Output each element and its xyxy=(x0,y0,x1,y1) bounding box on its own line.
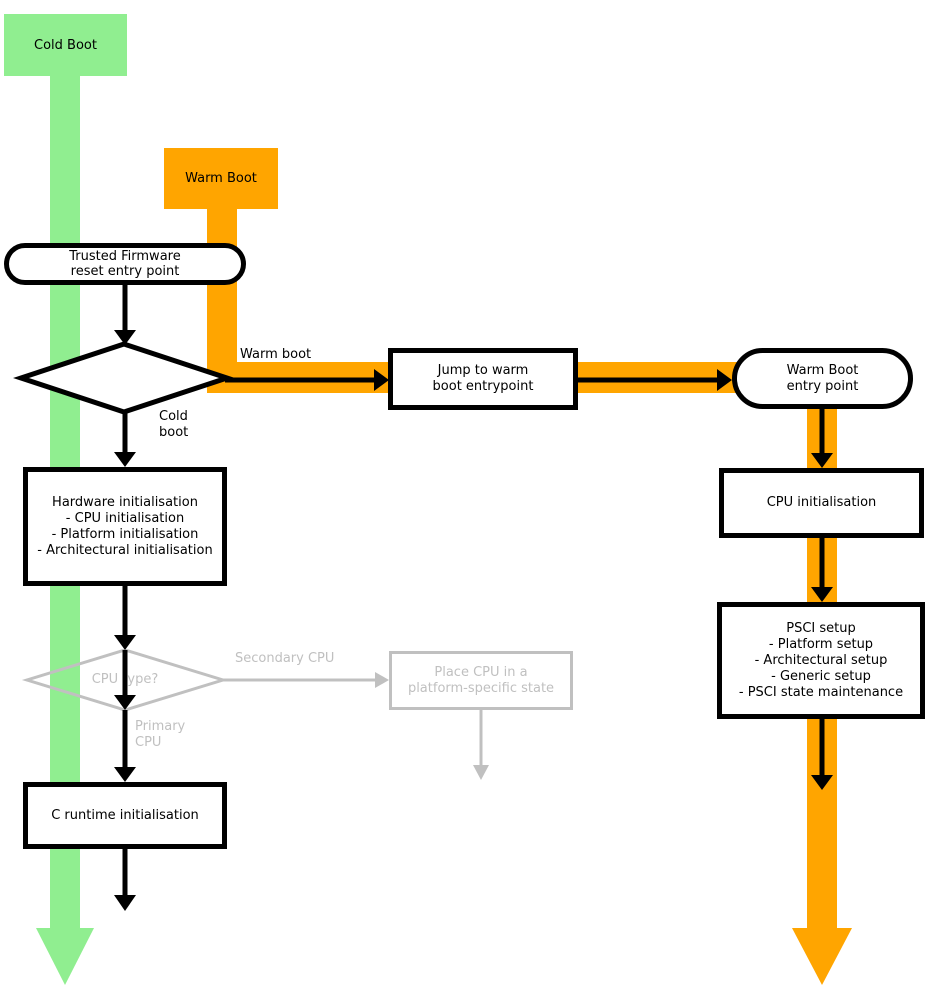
boot-type-decision-diamond xyxy=(21,344,227,412)
cpu-type-decision-label: CPU type? xyxy=(91,672,159,687)
edge-cpu-init-to-psci-arrowhead xyxy=(811,587,833,602)
primary-cpu-edge-label: Primary CPU xyxy=(135,719,186,750)
warm-entry-line2: entry point xyxy=(786,378,859,394)
psci-setup-title: PSCI setup xyxy=(786,620,856,636)
edge-jump-warm-to-warm-entry-arrowhead xyxy=(717,369,732,391)
jump-warm-line1: Jump to warm xyxy=(437,363,529,378)
edge-warm-entry-to-cpu-init-arrowhead xyxy=(811,453,833,468)
edge-c-runtime-down-arrowhead xyxy=(114,895,136,911)
reset-entry-line2: reset entry point xyxy=(70,264,180,279)
c-runtime-label: C runtime initialisation xyxy=(51,807,199,823)
edge-boot-type-to-jump-warm-arrowhead xyxy=(374,369,389,391)
hardware-init-item-3: - Architectural initialisation xyxy=(37,542,213,558)
edge-cpu-type-to-c-runtime-arrowhead xyxy=(114,767,136,782)
psci-setup-item-2: - Architectural setup xyxy=(754,652,888,668)
edge-place-cpu-down-arrowhead xyxy=(473,765,489,780)
psci-setup-item-4: - PSCI state maintenance xyxy=(738,684,904,700)
hardware-init-item-1: - CPU initialisation xyxy=(65,510,185,526)
place-cpu-line2: platform-specific state xyxy=(407,680,555,696)
edge-reset-to-boot-type-arrowhead xyxy=(114,330,136,345)
hardware-init-title: Hardware initialisation xyxy=(52,494,198,510)
cpu-init-label: CPU initialisation xyxy=(766,495,877,510)
psci-setup-item-3: - Generic setup xyxy=(771,668,871,684)
psci-setup-item-1: - Platform setup xyxy=(768,636,874,652)
cold-boot-source-label: Cold Boot xyxy=(34,37,97,53)
edge-psci-down-arrowhead xyxy=(811,775,833,790)
edge-cpu-type-to-place-cpu-arrowhead xyxy=(375,672,389,688)
place-cpu-line1: Place CPU in a xyxy=(434,664,528,680)
warm-entry-line1: Warm Boot xyxy=(786,362,859,378)
edge-boot-type-to-hardware-init-arrowhead xyxy=(114,452,136,467)
edge-hardware-init-to-cpu-type-arrowhead xyxy=(114,635,136,650)
reset-entry-line1: Trusted Firmware xyxy=(69,249,181,264)
warm-boot-source-label: Warm Boot xyxy=(185,171,257,186)
hardware-init-item-2: - Platform initialisation xyxy=(51,526,199,542)
jump-warm-line2: boot entrypoint xyxy=(432,379,534,394)
warm-boot-edge-label: Warm boot xyxy=(240,347,312,362)
cold-boot-edge-label: Cold boot xyxy=(159,409,189,440)
secondary-cpu-edge-label: Secondary CPU xyxy=(235,651,335,666)
